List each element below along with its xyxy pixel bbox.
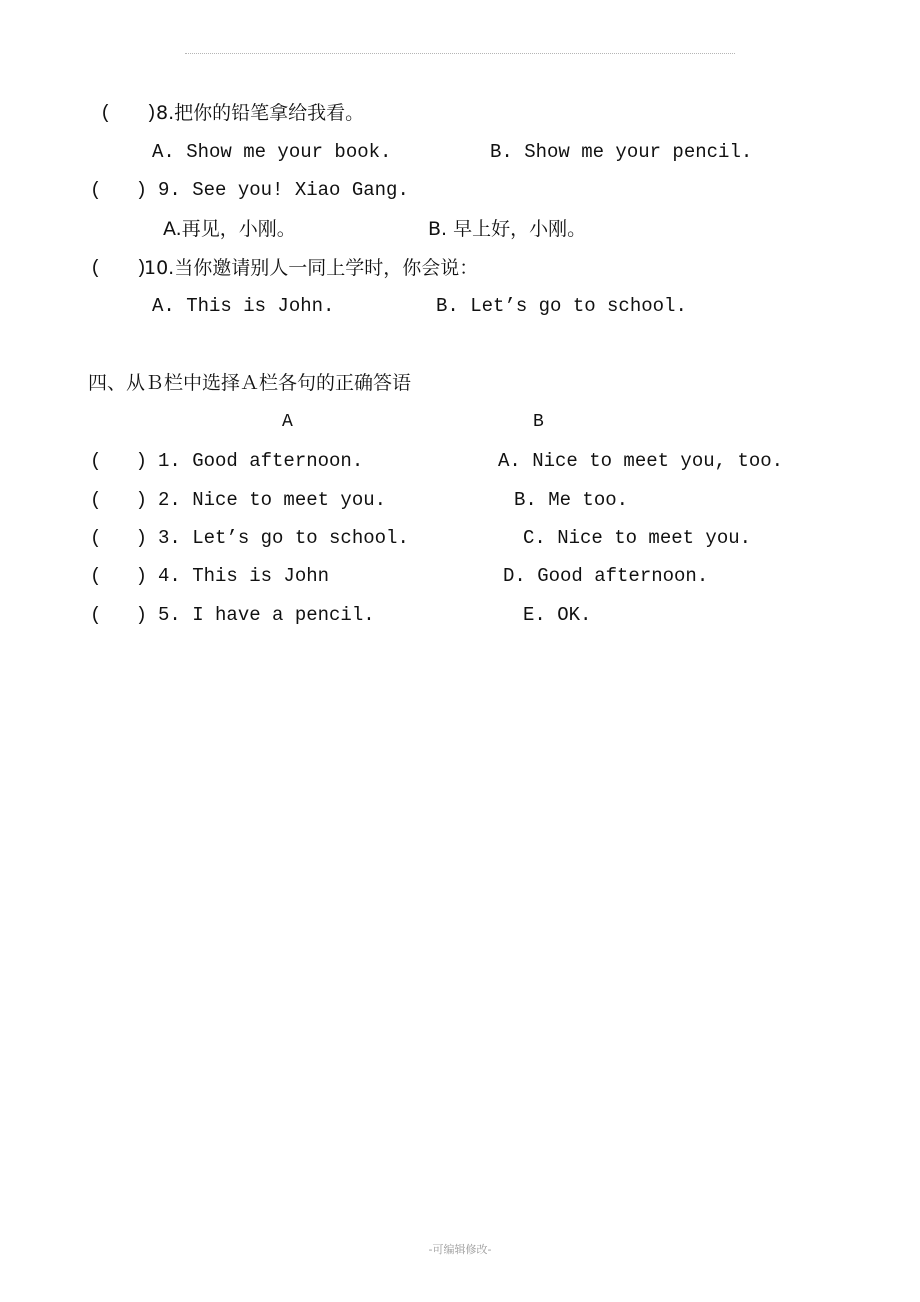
q9-stem: 9. See you! Xiao Gang. [158,179,409,201]
match-3-bracket[interactable]: ( ) [90,527,148,549]
q10-option-a: A. This is John. [152,295,335,317]
match-4-a: 4. This is John [158,565,330,587]
match-2-bracket[interactable]: ( ) [90,489,148,511]
match-2-b: B. Me too. [514,489,629,511]
match-5-bracket[interactable]: ( ) [90,604,148,626]
q9-bracket[interactable]: ( ) [90,179,148,201]
match-1-a: 1. Good afternoon. [158,450,364,472]
match-1-b: A. Nice to meet you, too. [498,450,784,472]
q9-option-a: A.再见，小刚。 [163,218,296,240]
q9-option-b: B. 早上好，小刚。 [428,218,587,240]
header-rule [185,53,735,54]
match-5-a: 5. I have a pencil. [158,604,375,626]
match-4-bracket[interactable]: ( ) [90,565,148,587]
column-b-header: B [533,412,544,432]
match-4-b: D. Good afternoon. [503,565,709,587]
match-5-b: E. OK. [523,604,592,626]
section-4-title: 四、从Ｂ栏中选择Ａ栏各句的正确答语 [88,372,412,394]
q10-bracket[interactable]: ( ) [90,257,148,279]
column-a-header: A [282,412,293,432]
q8-stem: 8.把你的铅笔拿给我看。 [156,102,365,124]
q8-option-b: B. Show me your pencil. [490,141,753,163]
match-3-a: 3. Let’s go to school. [158,527,409,549]
q10-option-b: B. Let’s go to school. [436,295,687,317]
q8-bracket[interactable]: ( ) [100,102,158,124]
match-1-bracket[interactable]: ( ) [90,450,148,472]
q10-stem: 10.当你邀请别人一同上学时，你会说： [144,257,479,279]
match-3-b: C. Nice to meet you. [523,527,752,549]
match-2-a: 2. Nice to meet you. [158,489,387,511]
page-footer: -可编辑修改- [428,1243,492,1256]
q8-option-a: A. Show me your book. [152,141,392,163]
